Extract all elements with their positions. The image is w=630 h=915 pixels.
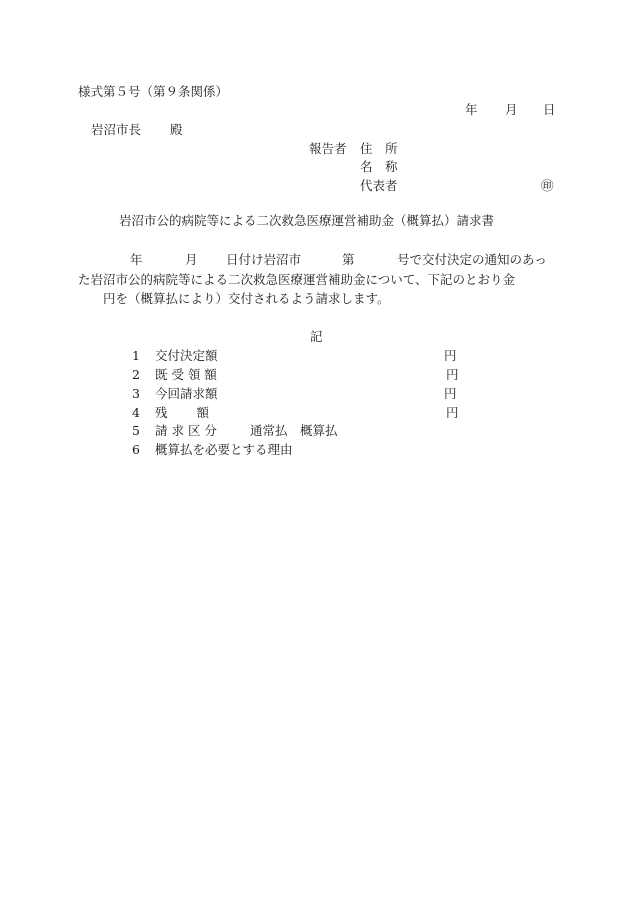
addressee-name: 岩沼市長 bbox=[91, 122, 142, 137]
body-line1-tail: 号で交付決定の通知のあっ bbox=[397, 252, 547, 267]
addressee-honorific: 殿 bbox=[170, 122, 183, 137]
body-year: 年 bbox=[130, 252, 143, 267]
date-month-label: 月 bbox=[505, 102, 518, 117]
name-label: 名 称 bbox=[360, 159, 398, 174]
item-number: 6 bbox=[132, 442, 140, 457]
item-label: 概算払を必要とする理由 bbox=[155, 442, 293, 457]
ki-heading: 記 bbox=[310, 329, 323, 344]
item-number: 3 bbox=[132, 386, 140, 401]
body-line2: た岩沼市公的病院等による二次救急医療運営補助金について、下記のとおり金 bbox=[78, 272, 516, 287]
reporter-label: 報告者 bbox=[309, 141, 347, 156]
item-number: 1 bbox=[132, 348, 140, 363]
date-day-label: 日 bbox=[543, 102, 556, 117]
body-line3: 円を（概算払により）交付されるよう請求します。 bbox=[103, 291, 390, 306]
item-label: 請 求 区 分 bbox=[155, 423, 217, 438]
body-dai: 第 bbox=[342, 252, 355, 267]
item-unit: 円 bbox=[444, 348, 457, 363]
address-label: 住 所 bbox=[360, 141, 398, 156]
payment-type-options: 通常払 概算払 bbox=[250, 423, 338, 438]
body-dated-city: 日付け岩沼市 bbox=[226, 252, 302, 267]
body-month: 月 bbox=[185, 252, 198, 267]
date-year-label: 年 bbox=[465, 102, 478, 117]
item-number: 4 bbox=[132, 405, 140, 420]
item-number: 5 bbox=[132, 423, 140, 438]
item-label: 交付決定額 bbox=[155, 348, 218, 363]
document-title: 岩沼市公的病院等による二次救急医療運営補助金（概算払）請求書 bbox=[119, 213, 495, 228]
representative-label: 代表者 bbox=[360, 178, 398, 193]
item-unit: 円 bbox=[446, 405, 459, 420]
item-unit: 円 bbox=[446, 367, 459, 382]
item-number: 2 bbox=[132, 367, 140, 382]
item-label: 既 受 領 額 bbox=[155, 367, 217, 382]
item-label: 残 額 bbox=[155, 405, 209, 420]
item-unit: 円 bbox=[444, 386, 457, 401]
seal-mark: ㊞ bbox=[541, 178, 554, 193]
item-label: 今回請求額 bbox=[155, 386, 218, 401]
form-number: 様式第５号（第９条関係） bbox=[78, 84, 229, 99]
